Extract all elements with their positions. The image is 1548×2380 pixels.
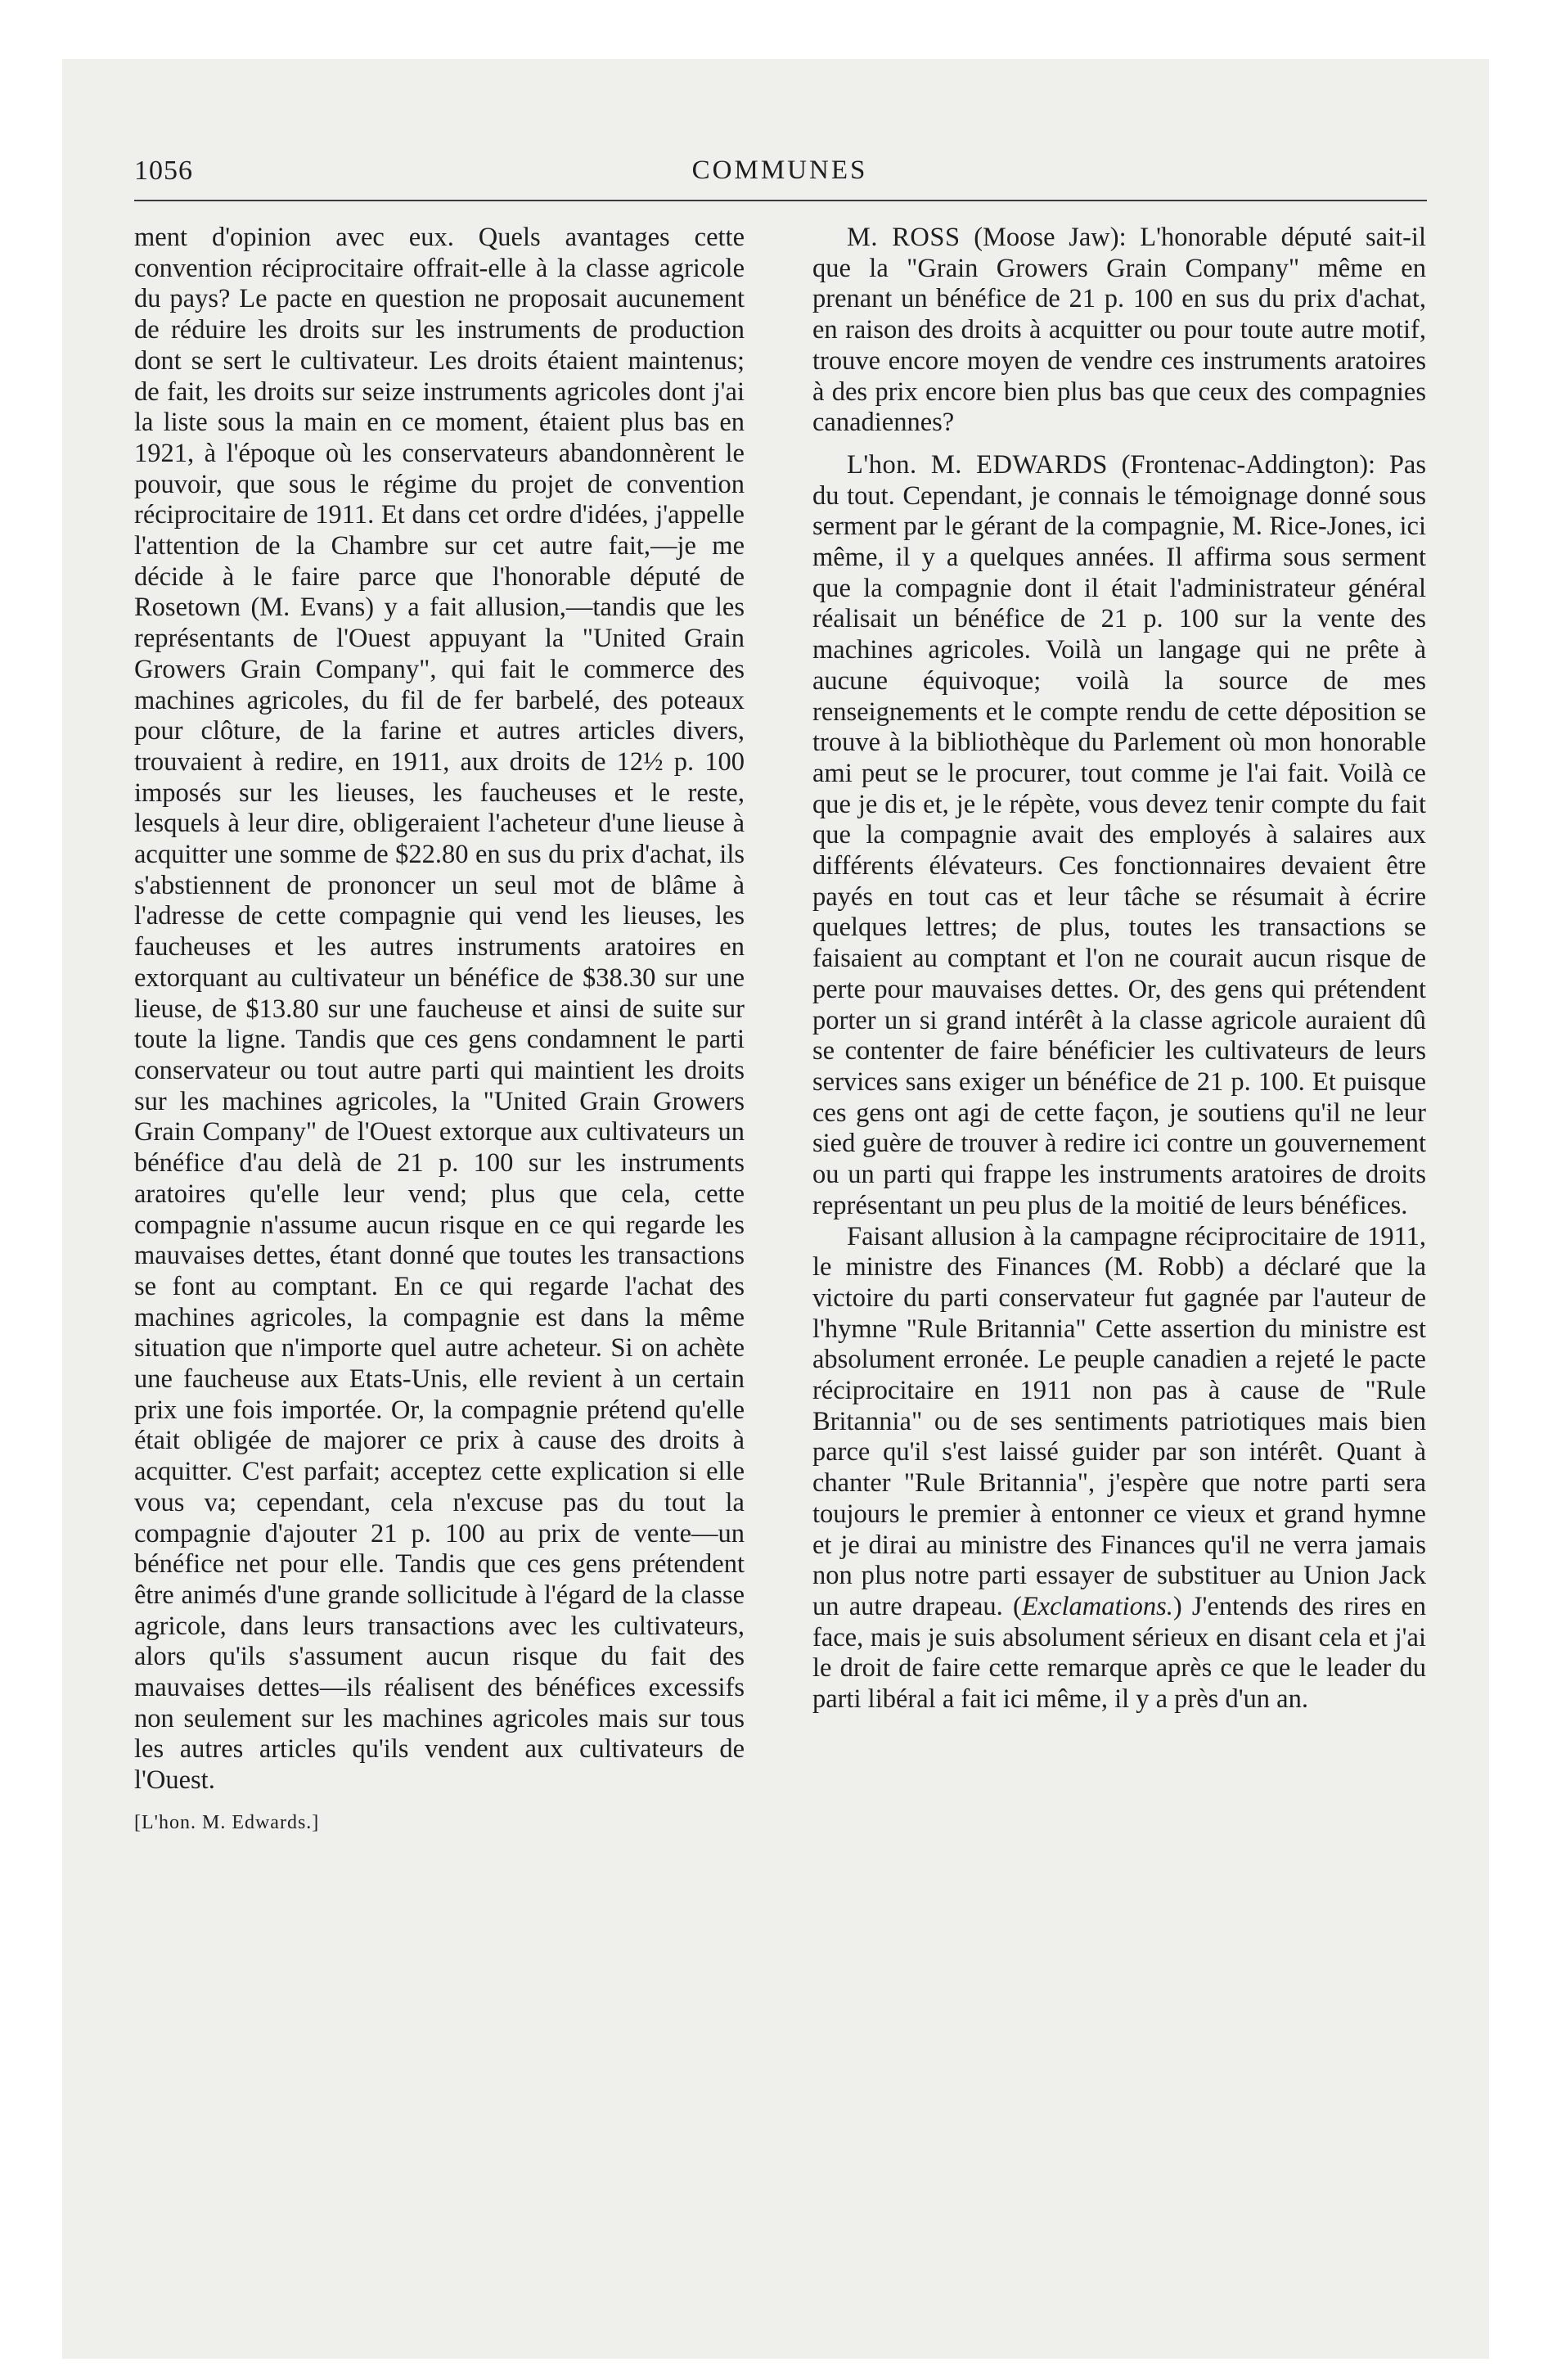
left-column: [134, 223, 745, 1839]
speech-paragraph: [812, 1222, 1426, 1715]
scanned-page: [62, 59, 1489, 2359]
speaker-attribution: [L'hon. M. Edwards.]: [134, 1811, 320, 1833]
running-title: COMMUNES: [691, 156, 868, 185]
speaker-name: L'hon. M. EDWARDS: [847, 449, 1108, 480]
page-header: [134, 156, 1425, 205]
speech-text: Faisant allusion à la campagne réciprocitaire de 1911, le ministre des Finances (M. Robb) a déclaré que la victoire du parti conservateur fut gagnée par l'auteur de l'hymne "Rule Britannia" Cette assertion du ministre est absolument erronée. Le peuple canadien a rejeté le pacte réciprocitaire en 1911 non pas à cause de "Rule Britannia" ou de ses sentiments patriotiques mais bien parce qu'il s'est laissé guider par son intérêt. Quant à chanter "Rule Britannia", j'espère que notre parti sera toujours le premier à entonner ce vieux et grand hymne et je dirai au ministre des Finances qu'il ne verra jamais non plus notre parti essayer de substituer au Union Jack un autre drapeau. (: [812, 1221, 1426, 1621]
stage-direction: Exclamations.: [1021, 1591, 1173, 1621]
speech-text: (Frontenac-Addington): Pas du tout. Cependant, je connais le témoignage donné sous serment par le gérant de la compagnie, M. Rice-Jones, ici même, il y a quelques années. Il affirma sous serment que la compagnie dont il était l'administrateur général réalisait un bénéfice de 21 p. 100 sur la vente des machines agricoles. Voilà un langage qui ne prête à aucune équivoque; voilà la source de mes renseignements et le compte rendu de cette déposition se trouve à la bibliothèque du Parlement où mon honorable ami peut se le procurer, tout comme je l'ai fait. Voilà ce que je dis et, je le répète, vous devez tenir compte du fait que la compagnie avait des employés à salaires aux différents élévateurs. Ces fonctionnaires devaient être payés en tout cas et leur tâche se résumait à écrire quelques lettres; de plus, toutes les transactions se faisaient au comptant et l'on ne courait aucun risque de perte pour mauvaises dettes. Or, des gens qui prétendent porter un si grand intérêt à la classe agricole auraient dû se contenter de faire bénéficier les cultivateurs de leurs services sans exiger un bénéfice de 21 p. 100. Et puisque ces gens ont agi de cette façon, je soutiens qu'il ne leur sied guère de trouver à redire ici contre un gouvernement ou un parti qui frappe les instruments aratoires de droits représentant un peu plus de la moitié de leurs bénéfices.: [812, 449, 1426, 1220]
speech-paragraph: [812, 450, 1426, 1222]
speech-text: (Moose Jaw): L'honorable député sait-il que la "Grain Growers Grain Company" même en prenant un bénéfice de 21 p. 100 en sus du prix d'achat, en raison des droits à acquitter ou pour toute autre motif, trouve encore moyen de vendre ces instruments aratoires à des prix encore bien plus bas que ceux des compagnies canadiennes?: [812, 223, 1426, 438]
speech-text: ) J'entends des rires en face, mais je suis absolument sérieux en disant cela et j'ai le droit de faire cette remarque après ce que le leader du parti libéral a fait ici même, il y a près d'un an.: [812, 1591, 1426, 1715]
right-column: [812, 223, 1426, 1715]
page-number: 1056: [134, 156, 193, 186]
body-paragraph: ment d'opinion avec eux. Quels avantages cette convention réciprocitaire offrait-elle à la classe agricole du pays? Le pacte en question ne proposait aucunement de réduire les droits sur les instruments de production dont se sert le cultivateur. Les droits étaient maintenus; de fait, les droits sur seize instruments agricoles dont j'ai la liste sous la main en ce moment, étaient plus bas en 1921, à l'époque où les conservateurs abandonnèrent le pouvoir, que sous le régime du projet de convention réciprocitaire de 1911. Et dans cet ordre d'idées, j'appelle l'attention de la Chambre sur cet autre fait,—je me décide à le faire parce que l'honorable député de Rosetown (M. Evans) y a fait allusion,—tandis que les représentants de l'Ouest appuyant la "United Grain Growers Grain Company", qui fait le commerce des machines agricoles, du fil de fer barbelé, des poteaux pour clôture, de la farine et autres articles divers, trouvaient à redire, en 1911, aux droits de 12½ p. 100 imposés sur les lieuses, les faucheuses et le reste, lesquels à leur dire, obligeraient l'acheteur d'une lieuse à acquitter une somme de $22.80 en sus du prix d'achat, ils s'abstiennent de prononcer un seul mot de blâme à l'adresse de cette compagnie qui vend les lieuses, les faucheuses et les autres instruments aratoires en extorquant au cultivateur un bénéfice de $38.30 sur une lieuse, de $13.80 sur une faucheuse et ainsi de suite sur toute la ligne. Tandis que ces gens condamnent le parti conservateur ou tout autre parti qui maintient les droits sur les machines agricoles, la "United Grain Growers Grain Company" de l'Ouest extorque aux cultivateurs un bénéfice d'au delà de 21 p. 100 sur les instruments aratoires qu'elle leur vend; plus que cela, cette compagnie n'assume aucun risque en ce qui regarde les mauvaises dettes, étant donné que toutes les transactions se font au comptant. En ce qui regarde l'achat des machines agricoles, la compagnie est dans la même situation que n'importe quel autre acheteur. Si on achète une faucheuse aux Etats-Unis, elle revient à un certain prix une fois importée. Or, la compagnie prétend qu'elle était obligée de majorer ce prix à cause des droits à acquitter. C'est parfait; acceptez cette explication si elle vous va; cependant, cela n'excuse pas du tout la compagnie d'ajouter 21 p. 100 au prix de vente—un bénéfice net pour elle. Tandis que ces gens prétendent être animés d'une grande sollicitude à l'égard de la classe agricole, dans leurs transactions avec les cultivateurs, alors qu'ils s'assument aucun risque du fait des mauvaises dettes—ils réalisent des bénéfices excessifs non seulement sur les machines agricoles mais sur tous les autres articles qu'ils vendent aux cultivateurs de l'Ouest.: [134, 223, 745, 1796]
speaker-name: M. ROSS: [847, 223, 961, 252]
header-rule: [134, 200, 1427, 201]
speech-paragraph: [812, 223, 1426, 439]
